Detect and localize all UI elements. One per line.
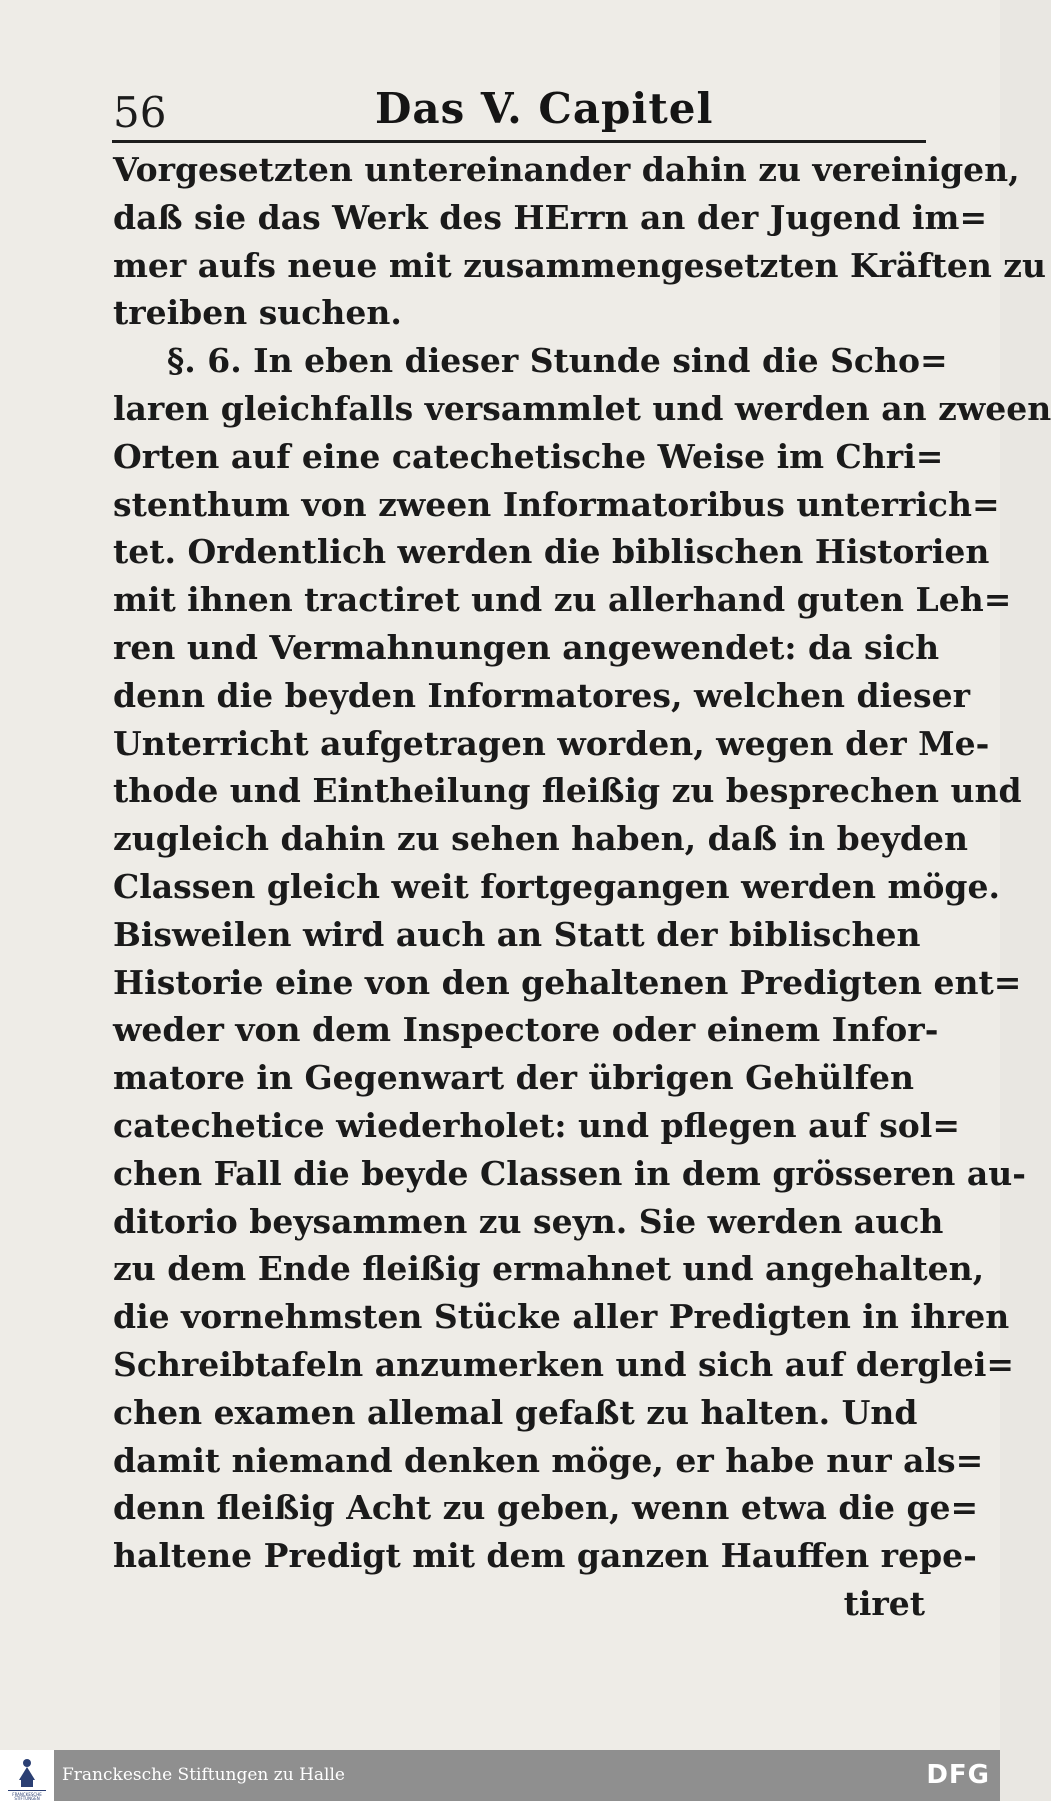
text-line: daß sie das Werk des HErrn an der Jugend im=: [113, 197, 988, 237]
text-line: §. 6. In eben dieser Stunde sind die Scho=: [167, 341, 948, 381]
text-line: die vornehmsten Stücke aller Predigten in ihren: [113, 1297, 1010, 1337]
text-line: weder von dem Inspectore oder einem Infor-: [113, 1010, 939, 1050]
foundation-crest-icon: [0, 1750, 54, 1801]
text-line: matore in Gegenwart der übrigen Gehülfen: [113, 1058, 914, 1098]
header-rule: [112, 140, 926, 143]
svg-text:FRANCKESCHE: FRANCKESCHE: [12, 1792, 42, 1797]
text-line: denn die beyden Informatores, welchen dieser: [113, 675, 971, 715]
running-head: Das V. Capitel: [375, 84, 714, 133]
text-line: catechetice wiederholet: und pflegen auf sol=: [113, 1105, 960, 1145]
text-line: chen Fall die beyde Classen in dem grösseren au-: [113, 1153, 1026, 1193]
page-number: 56: [113, 88, 167, 137]
text-line: chen examen allemal gefaßt zu halten. Und: [113, 1392, 918, 1432]
text-line: tiret: [843, 1583, 925, 1623]
text-line: ditorio beysammen zu seyn. Sie werden auch: [113, 1201, 944, 1241]
text-line: Schreibtafeln anzumerken und sich auf derglei=: [113, 1344, 1015, 1384]
text-line: zugleich dahin zu sehen haben, daß in beyden: [113, 819, 968, 859]
text-line: tet. Ordentlich werden die biblischen Historien: [113, 532, 990, 572]
text-line: Unterricht aufgetragen worden, wegen der Me-: [113, 723, 990, 763]
body-text: [113, 146, 1051, 1628]
page-header: [113, 80, 925, 136]
text-line: mer aufs neue mit zusammengesetzten Kräften zu: [113, 245, 1047, 285]
text-line: treiben suchen.: [113, 293, 402, 333]
text-line: Bisweilen wird auch an Statt der biblischen: [113, 914, 921, 954]
text-line: stenthum von zween Informatoribus unterrich=: [113, 484, 1000, 524]
dfg-logo[interactable]: DFG: [926, 1760, 990, 1790]
text-line: zu dem Ende fleißig ermahnet und angehalten,: [113, 1249, 985, 1289]
text-line: Vorgesetzten untereinander dahin zu vereinigen,: [113, 150, 1020, 189]
institution-name[interactable]: Franckesche Stiftungen zu Halle: [62, 1765, 345, 1785]
text-line: ren und Vermahnungen angewendet: da sich: [113, 627, 940, 667]
text-line: laren gleichfalls versammlet und werden an zween: [113, 388, 1051, 428]
text-line: thode und Eintheilung fleißig zu besprechen und: [113, 771, 1022, 811]
text-line: Historie eine von den gehaltenen Predigten ent=: [113, 962, 1022, 1002]
text-line: haltene Predigt mit dem ganzen Hauffen repe-: [113, 1536, 977, 1576]
text-line: Classen gleich weit fortgegangen werden möge.: [113, 866, 1000, 906]
footer-bar: [0, 1750, 1000, 1801]
foundation-logo[interactable]: [0, 1750, 54, 1801]
svg-text:STIFTUNGEN: STIFTUNGEN: [14, 1796, 40, 1801]
text-line: mit ihnen tractiret und zu allerhand guten Leh=: [113, 580, 1012, 620]
text-line: damit niemand denken möge, er habe nur als=: [113, 1440, 984, 1480]
text-line: denn fleißig Acht zu geben, wenn etwa die ge=: [113, 1488, 979, 1528]
text-line: Orten auf eine catechetische Weise im Chri=: [113, 436, 944, 476]
